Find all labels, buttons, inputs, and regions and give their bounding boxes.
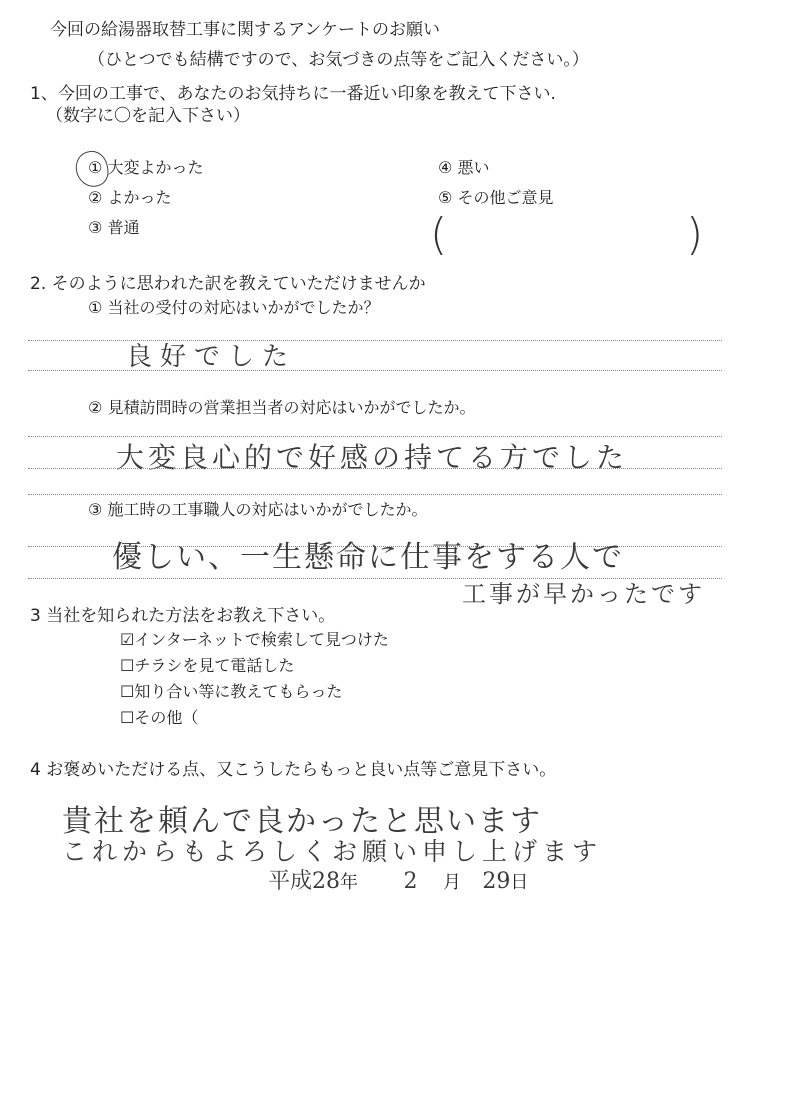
survey-subtitle: （ひとつでも結構ですので、お気づきの点等をご記入ください。） [88,50,589,70]
date-day: 29 [482,869,511,894]
q2-sub2-answer: 大変良心的で好感の持てる方でした [116,441,629,474]
date-year-unit: 年 [340,872,359,893]
q2-sub1-question [88,298,379,318]
q2-sub3-text: 施工時の工事職人の対応はいかがでしたか。 [107,500,428,519]
q1-option-3-number: ③ [88,218,103,237]
q3-option-other-label: その他（ [134,708,199,727]
q1-question: 1、今回の工事で、あなたのお気持ちに一番近い印象を教えて下さい. [30,84,556,104]
checkbox-icon[interactable]: ☐ [120,708,135,727]
q2-sub1-text: 当社の受付の対応はいかがでしたか？ [107,298,380,317]
q2-sub2-question [88,398,475,418]
q1-option-1-number: ① [88,158,103,177]
q1-option-1-label: 大変よかった [107,158,204,177]
q2-sub3-number: ③ [88,500,103,519]
q3-option-acquaintance[interactable] [120,682,342,702]
q1-option-2[interactable] [88,188,171,208]
q2-question: 2. そのように思われた訳を教えていただけませんか [30,274,426,294]
answer-line [28,370,722,371]
q4-answer-line2: これからもよろしくお願い申し上げます [62,837,603,866]
q1-other-paren-open: ( [430,209,448,260]
answer-line [28,468,722,469]
date-day-unit: 日 [510,872,529,893]
response-date [268,869,529,894]
q4-question: 4 お褒めいただける点、又こうしたらもっと良い点等ご意見下さい。 [30,760,557,780]
checkbox-icon[interactable]: ☐ [120,656,135,675]
q1-option-3[interactable] [88,218,139,238]
q1-option-2-number: ② [88,188,103,207]
q3-question: 3 当社を知られた方法をお教え下さい。 [30,606,336,626]
survey-title: 今回の給湯器取替工事に関するアンケートのお願い [50,20,440,40]
date-era: 平成 [268,869,313,894]
q2-sub3-question [88,500,427,520]
date-year: 28 [312,869,341,894]
date-month: 2 [403,869,418,894]
q1-option-5-label: その他ご意見 [457,188,554,207]
q1-option-4-number: ④ [438,158,453,177]
q1-option-4[interactable] [438,158,489,178]
q2-sub2-text: 見積訪問時の営業担当者の対応はいかがでしたか。 [107,398,476,417]
q2-sub1-answer: 良好でした [126,342,297,372]
q3-option-acquaintance-label: 知り合い等に教えてもらった [134,682,343,701]
answer-line [28,494,722,495]
q4-answer-line1: 貴社を頼んで良かったと思います [62,804,542,839]
q1-option-4-label: 悪い [457,158,490,177]
q1-other-paren-close: ) [686,209,704,260]
q2-sub1-number: ① [88,298,103,317]
q1-option-5-number: ⑤ [438,188,453,207]
q2-sub3-answer-line2: 工事が早かったです [462,580,705,608]
q1-instruction: （数字に〇を記入下さい） [46,106,250,126]
q1-option-2-label: よかった [107,188,172,207]
q3-option-other[interactable] [120,708,198,728]
q1-option-5[interactable] [438,188,553,208]
q3-option-flyer-label: チラシを見て電話した [134,656,295,675]
answer-line [28,578,722,579]
q3-option-internet[interactable] [120,630,389,650]
checkbox-checked-icon[interactable]: ☑ [120,630,135,649]
q3-option-flyer[interactable] [120,656,294,676]
date-month-unit: 月 [442,872,461,893]
q2-sub2-number: ② [88,398,103,417]
q1-option-3-label: 普通 [107,218,140,237]
q2-sub3-answer-line1: 優しい、一生懸命に仕事をする人で [112,540,624,575]
checkbox-icon[interactable]: ☐ [120,682,135,701]
q1-option-1[interactable] [88,158,203,178]
q3-option-internet-label: インターネットで検索して見つけた [134,630,389,649]
